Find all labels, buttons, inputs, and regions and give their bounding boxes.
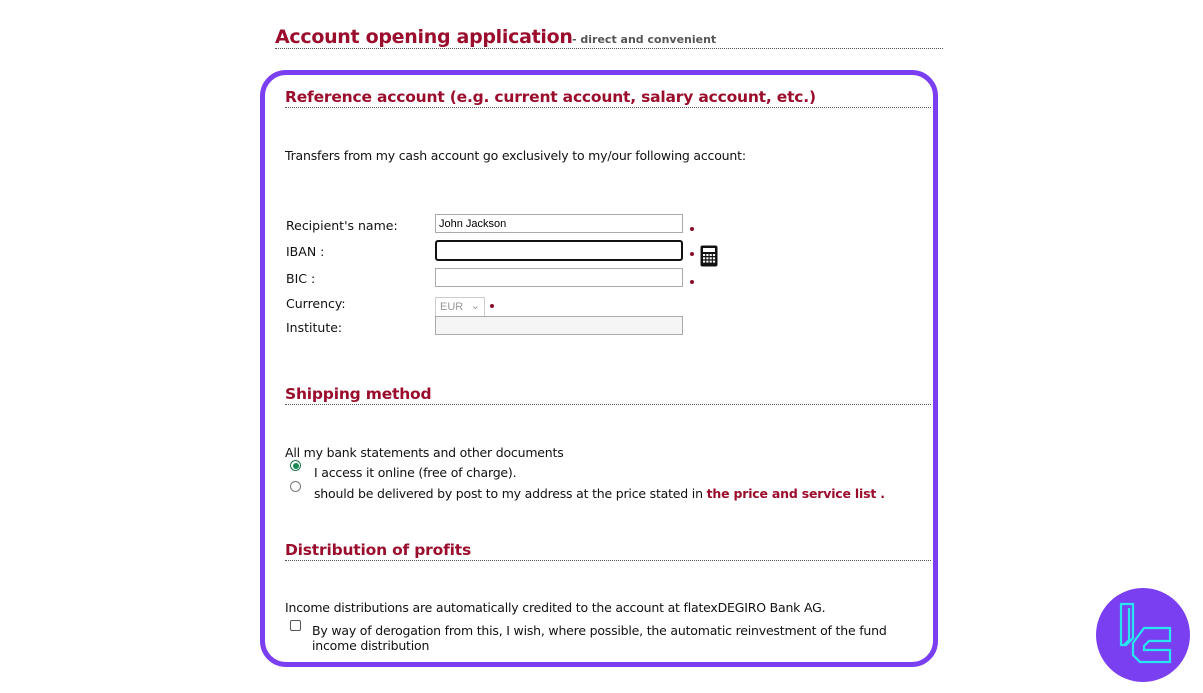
calculator-icon[interactable] [700,245,718,267]
shipping-intro: All my bank statements and other documents [285,445,564,460]
reinvest-checkbox[interactable] [290,620,301,631]
reference-intro: Transfers from my cash account go exclusively to my/our following account: [285,148,746,163]
distribution-intro: Income distributions are automatically credited to the account at flatexDEGIRO Bank AG. [285,600,826,615]
section-title-shipping-method: Shipping method [285,385,931,405]
page-title: Account opening application [275,26,573,48]
recipient-name-input[interactable] [435,214,683,233]
currency-select[interactable] [435,297,485,317]
reinvest-line-1: By way of derogation from this, I wish, where possible, the automatic reinvestment of the fund [312,623,887,638]
brand-logo [1096,588,1190,682]
radio-online[interactable] [290,460,301,471]
chevron-down-icon: ⌄ [470,300,480,312]
required-marker [690,252,694,256]
institute-input [435,316,683,335]
section-title-distribution: Distribution of profits [285,541,931,561]
bic-label: BIC : [286,271,316,286]
section-title-reference-account: Reference account (e.g. current account, salary account, etc.) [285,88,931,108]
iban-input[interactable] [435,240,683,261]
currency-label: Currency: [286,296,346,311]
currency-value: EUR [440,301,464,313]
page-subtitle: - direct and convenient [572,33,717,46]
iban-label: IBAN : [286,244,325,259]
option-post-label[interactable] [314,486,885,501]
option-post-text: should be delivered by post to my address at the price stated in [314,486,703,501]
institute-label: Institute: [286,320,343,335]
bic-input[interactable] [435,268,683,287]
required-marker [690,280,694,284]
application-card [260,70,938,667]
price-service-list-link[interactable]: the price and service list . [706,486,885,501]
radio-post[interactable] [290,481,301,492]
reinvest-line-2: income distribution [312,638,430,653]
recipient-label: Recipient's name: [286,218,398,233]
required-marker [690,227,694,231]
required-marker [490,304,494,308]
page-header [275,26,943,49]
option-online-label[interactable]: I access it online (free of charge). [314,465,517,480]
reinvest-label[interactable] [312,623,887,653]
